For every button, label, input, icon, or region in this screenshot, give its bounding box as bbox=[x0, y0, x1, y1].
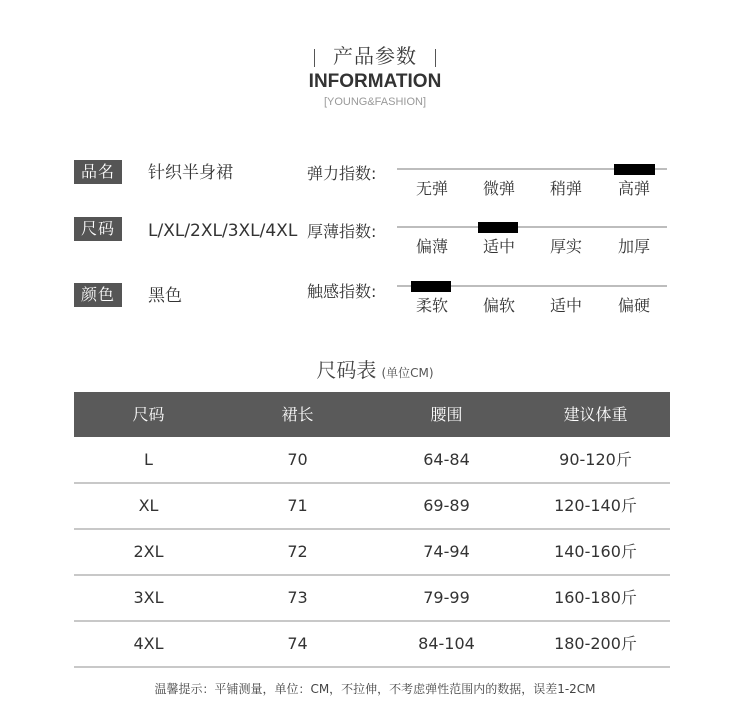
thickness-option: 加厚 bbox=[617, 237, 650, 256]
section-title bbox=[0, 40, 750, 69]
cell-size: L bbox=[144, 450, 153, 469]
touch-option: 柔软 bbox=[415, 296, 448, 315]
cell-weight: 180-200斤 bbox=[554, 634, 637, 653]
table-row bbox=[74, 437, 670, 484]
header-size: 尺码 bbox=[132, 405, 165, 424]
touch-label: 触感指数: bbox=[307, 282, 377, 301]
table-row bbox=[74, 575, 670, 622]
product-name-value: 针织半身裙 bbox=[148, 163, 233, 183]
elasticity-option: 微弹 bbox=[482, 179, 515, 198]
cell-waist: 69-89 bbox=[423, 496, 470, 515]
cell-size: 3XL bbox=[133, 588, 164, 607]
size-table-title bbox=[0, 354, 750, 383]
table-row bbox=[74, 529, 670, 576]
touch-option: 适中 bbox=[549, 296, 582, 315]
touch-option: 偏硬 bbox=[617, 296, 650, 315]
title-subtitle: [YOUNG&FASHION] bbox=[323, 96, 427, 108]
cell-waist: 64-84 bbox=[423, 450, 470, 469]
cell-weight: 160-180斤 bbox=[554, 588, 637, 607]
thickness-option: 偏薄 bbox=[415, 237, 448, 256]
elasticity-option: 稍弹 bbox=[549, 179, 582, 198]
title-cn: 产品参数 bbox=[333, 44, 417, 68]
cell-waist: 79-99 bbox=[423, 588, 470, 607]
cell-waist: 74-94 bbox=[423, 542, 470, 561]
title-divider-right bbox=[435, 49, 436, 67]
header-length: 裙长 bbox=[281, 405, 314, 424]
table-row bbox=[74, 483, 670, 530]
thickness-option: 厚实 bbox=[549, 237, 582, 256]
product-color-value: 黑色 bbox=[148, 286, 182, 306]
elasticity-option: 高弹 bbox=[617, 179, 650, 198]
tag-color: 颜色 bbox=[74, 283, 122, 307]
cell-size: 4XL bbox=[133, 634, 164, 653]
table-row bbox=[74, 621, 670, 668]
size-table-title-text: 尺码表 bbox=[316, 358, 377, 382]
elasticity-option: 无弹 bbox=[415, 179, 448, 198]
cell-weight: 120-140斤 bbox=[554, 496, 637, 515]
size-table-unit: (单位CM) bbox=[381, 366, 434, 380]
title-divider-left bbox=[314, 49, 315, 67]
elasticity-label: 弹力指数: bbox=[307, 164, 377, 183]
thickness-scale-line bbox=[397, 226, 667, 228]
cell-size: 2XL bbox=[133, 542, 164, 561]
cell-length: 72 bbox=[287, 542, 308, 561]
cell-weight: 90-120斤 bbox=[559, 450, 632, 469]
tag-size: 尺码 bbox=[74, 217, 122, 241]
cell-length: 73 bbox=[287, 588, 308, 607]
touch-marker bbox=[411, 281, 451, 292]
thickness-marker bbox=[478, 222, 518, 233]
cell-size: XL bbox=[138, 496, 159, 515]
cell-weight: 140-160斤 bbox=[554, 542, 637, 561]
cell-length: 70 bbox=[287, 450, 308, 469]
product-size-value: L/XL/2XL/3XL/4XL bbox=[148, 221, 298, 241]
cell-length: 74 bbox=[287, 634, 308, 653]
tag-name: 品名 bbox=[74, 160, 122, 184]
elasticity-marker bbox=[614, 164, 655, 175]
thickness-option: 适中 bbox=[482, 237, 515, 256]
title-en: INFORMATION bbox=[308, 71, 442, 92]
header-weight: 建议体重 bbox=[563, 405, 628, 424]
cell-length: 71 bbox=[287, 496, 308, 515]
measurement-note: 温馨提示：平铺测量，单位：CM，不拉伸，不考虑弹性范围内的数据，误差1-2CM bbox=[154, 682, 596, 696]
touch-option: 偏软 bbox=[482, 296, 515, 315]
cell-waist: 84-104 bbox=[418, 634, 475, 653]
thickness-label: 厚薄指数: bbox=[307, 222, 377, 241]
size-table-header bbox=[74, 392, 670, 437]
header-waist: 腰围 bbox=[430, 405, 463, 424]
